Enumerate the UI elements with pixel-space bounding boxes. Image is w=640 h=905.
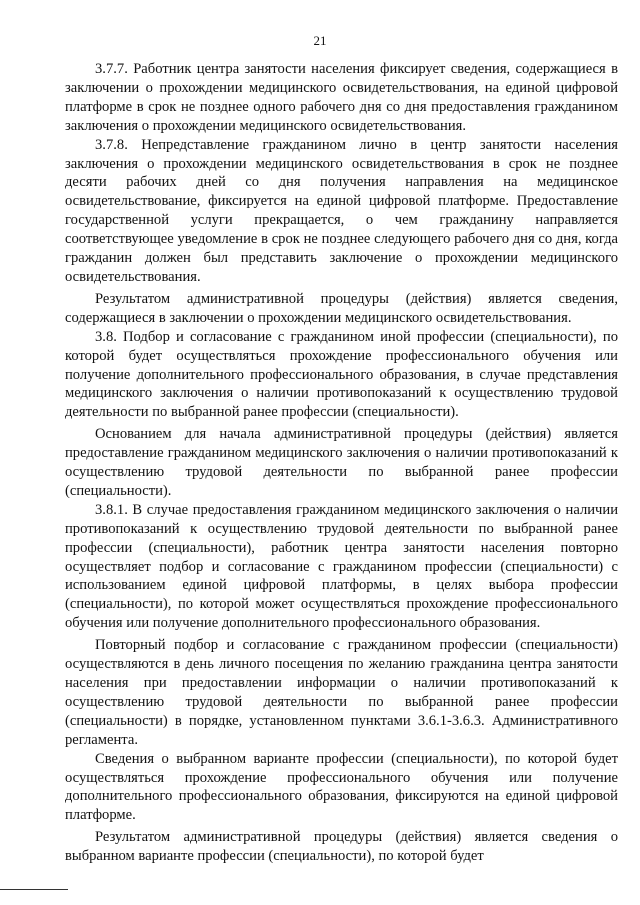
paragraph-3-7-7: 3.7.7. Работник центра занятости населения фиксирует сведения, содержащиеся в заключении о прохождении медицинского освидетельствования, на единой цифровой платформе в срок не позднее одного рабочего дня со дня предоставления гражданином заключения о прохождении медицинского освидетельствования.: [65, 61, 618, 134]
paragraph-result-medical: Результатом административной процедуры (действия) является сведения, содержащиеся в заключении о прохождении медицинского освидетельствования.: [65, 290, 618, 326]
page-number: 21: [313, 33, 327, 48]
document-body: [65, 60, 618, 866]
paragraph-result-profession: Результатом административной процедуры (действия) является сведения о выбранном варианте профессии (специальности), по которой будет: [65, 829, 618, 865]
paragraph-selected-variant: Сведения о выбранном варианте профессии (специальности), по которой будет осуществляться прохождение профессионального обучения или получение дополнительного профессионального образования, фиксируются на единой цифровой платформе.: [65, 750, 618, 824]
paragraph-basis-3-8: Основанием для начала административной процедуры (действия) является предоставление гражданином медицинского заключения о наличии противопоказаний к осуществлению трудовой деятельности по выбранной ранее профессии (специальности).: [65, 426, 618, 499]
paragraph-3-8-1: 3.8.1. В случае предоставления гражданином медицинского заключения о наличии противопоказаний к осуществлению трудовой деятельности по выбранной ранее профессии (специальности), работник центра занятости населения повторно осуществляет подбор и согласование с гражданином профессии (специальности) с использованием единой цифровой платформы, в целях выбора профессии (специальности), по которой может осуществляться прохождение профессионального обучения или получение дополнительного профессионального образования.: [65, 501, 618, 632]
paragraph-repeat-selection: Повторный подбор и согласование с гражданином профессии (специальности) осуществляются в день личного посещения по желанию гражданина центра занятости населения при предоставлении информации о наличии противопоказаний к осуществлению трудовой деятельности по выбранной ранее профессии (специальности) в порядке, установленном пунктами 3.6.1-3.6.3. Административного регламента.: [65, 637, 618, 748]
footnote-divider: [0, 889, 68, 890]
paragraph-3-7-8: 3.7.8. Непредставление гражданином лично в центр занятости населения заключения о прохождении медицинского освидетельствования в срок не позднее десяти рабочих дней со дня получения направления на медицинское освидетельствование, фиксируется на единой цифровой платформе. Предоставление государственной услуги прекращается, о чем гражданину направляется соответствующее уведомление в срок не позднее следующего рабочего дня со дня, когда гражданин должен был представить заключение о прохождении медицинского освидетельствования.: [65, 136, 618, 285]
paragraph-3-8: 3.8. Подбор и согласование с гражданином иной профессии (специальности), по которой будет осуществляться прохождение профессионального обучения или получение дополнительного профессионального образования, в случае представления медицинского заключения о наличии противопоказаний к осуществлению трудовой деятельности по выбранной ранее профессии (специальности).: [65, 328, 618, 421]
